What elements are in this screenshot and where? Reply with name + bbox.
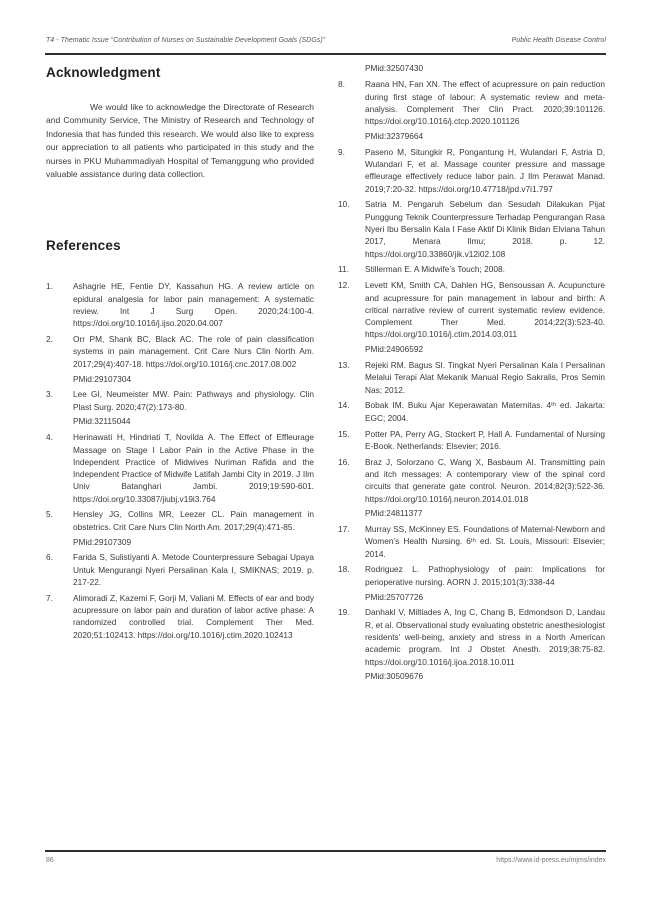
reference-number: 7. — [46, 592, 53, 603]
acknowledgment-paragraph: We would like to acknowledge the Directorate of Research and Community Service, The Ministry of Research and Technology of Indonesia that has funded this research. We would also like to express our appreciation to all patients who participated in this study and the nurses in PKU Muhammadiyah Hospital of Temanggung who provided valuable assistance during data collection. — [46, 102, 314, 180]
reference-number: 17. — [338, 524, 350, 535]
reference-list-left — [46, 280, 314, 641]
reference-text: Paseno M, Situngkir R, Pongantung H, Wulandari F, Astria D, Wulandari F, et al. Massage counter pressure and massage effleurage effectively reduce labor pain. J Ilm Perawat Manad. 2019;7:20-32. https://doi.org/10.47718/jpd.v7i1.797 — [365, 146, 605, 194]
reference-text: Lee GI, Neumeister MW. Pain: Pathways and physiology. Clin Plast Surg. 2020;47(2):173-80. — [73, 389, 314, 412]
reference-number: 13. — [338, 360, 350, 371]
reference-pmid: PMid:24906592 — [365, 344, 424, 355]
running-header-right: Public Health Disease Control — [511, 37, 606, 44]
reference-number: 9. — [338, 146, 345, 157]
reference-pmid: PMid:29107304 — [73, 373, 132, 384]
reference-pmid: PMid:29107309 — [73, 536, 132, 547]
reference-number: 10. — [338, 199, 350, 210]
acknowledgment-heading: Acknowledgment — [46, 65, 161, 80]
reference-item — [338, 263, 605, 275]
header-rule — [45, 53, 606, 55]
reference-item — [46, 551, 314, 588]
reference-pmid-continuation: PMid:32507430 — [365, 63, 424, 73]
reference-text: Orr PM, Shank BC, Black AC. The role of pain classification systems in pain management. Crit Care Nurs Clin North Am. 2017;29(4):407-18. https://doi.org/10.1016/j.cnc.2017.08.002 — [73, 334, 314, 369]
reference-text: Rodriguez L. Pathophysiology of pain: Implications for perioperative nursing. AORN J. 2015;101(3):338-44 — [365, 564, 605, 587]
reference-number: 3. — [46, 389, 53, 400]
reference-item — [338, 563, 605, 602]
reference-item — [46, 388, 314, 427]
reference-text: Potter PA, Perry AG, Stockert P, Hall A. Fundamental of Nursing E-Book. Netherlands: Elsevier; 2016. — [365, 428, 605, 451]
reference-list-right — [338, 78, 605, 682]
reference-item — [338, 606, 605, 682]
footer-rule — [45, 850, 606, 852]
reference-pmid: PMid:32379664 — [365, 130, 424, 141]
reference-item — [46, 280, 314, 329]
reference-text: Danhakl V, Miltiades A, Ing C, Chang B, Edmondson D, Landau R, et al. Observational study evaluating obstetric anesthesiologist residents’ well-being, anxiety and stress in a North American academic program. Int J Obstet Anesth. 2019;38:75-82. https://doi.org/10.1016/j.ijoa.2018.10.011 — [365, 607, 605, 667]
reference-item — [338, 279, 605, 355]
reference-text: Raana HN, Fan XN. The effect of acupressure on pain reduction during first stage of labour: A systematic review and meta-analysis. Complement Ther Clin Pract. 2020;39:101126. https://doi.org/10.1016/j.ctcp.2020.101126 — [365, 79, 605, 127]
reference-item — [338, 456, 605, 520]
reference-text: Braz J, Solorzano C, Wang X, Basbaum AI. Transmitting pain and itch messages: A contemporary view of the spinal cord circuits that generate gate control. Neuron. 2014;82(3):522-36. https://doi.org/10.1016/j.neuron.2014.01.018 — [365, 456, 605, 504]
reference-text: Rejeki RM. Bagus SI. Tingkat Nyeri Persalinan Kala I Persalinan Melalui Terapi Alat Mekanik Manual Regio Sakralis, Pros Semin Nas; 2012. — [365, 360, 605, 395]
reference-text: Satria M. Pengaruh Sebelum dan Sesudah Dilakukan Pijat Punggung Teknik Counterpressure Terhadap Pengurangan Rasa Nyeri Ibu Bersalin Kala I Fase Aktif Di Klinik Bidan Elviana Tahun 2017, Menara Ilmu; 2018. p. 12. https://doi.org/10.33860/jik.v12i02.108 — [365, 199, 605, 259]
running-header-left: T4 - Thematic Issue “Contribution of Nurses on Sustainable Development Goals (SDGs)” — [46, 37, 326, 44]
reference-pmid: PMid:25707726 — [365, 591, 424, 602]
reference-text: Bobak IM. Buku Ajar Keperawatan Maternitas. 4ᵗʰ ed. Jakarta: EGC; 2004. — [365, 400, 605, 423]
reference-text: Murray SS, McKinney ES. Foundations of Maternal-Newborn and Women’s Health Nursing. 6ᵗʰ ed. St. Louis, Missouri: Elsevier; 2014. — [365, 524, 605, 559]
reference-number: 15. — [338, 428, 350, 439]
reference-number: 5. — [46, 509, 53, 520]
reference-number: 6. — [46, 552, 53, 563]
reference-pmid: PMid:30509676 — [365, 671, 424, 682]
reference-number: 4. — [46, 432, 53, 443]
reference-item — [46, 508, 314, 547]
reference-number: 8. — [338, 79, 345, 90]
footer-url: https://www.id-press.eu/mjms/index — [496, 857, 606, 864]
reference-text: Stillerman E. A Midwife’s Touch; 2008. — [365, 264, 505, 275]
reference-item — [338, 399, 605, 424]
right-column — [338, 60, 605, 686]
left-column — [46, 60, 314, 644]
reference-number: 19. — [338, 607, 350, 618]
reference-number: 1. — [46, 281, 53, 292]
reference-number: 16. — [338, 456, 350, 467]
references-heading: References — [46, 238, 121, 254]
reference-text: Levett KM, Smith CA, Dahlen HG, Bensoussan A. Acupuncture and acupressure for pain management in labour and birth: A critical narrative review of current systematic review evidence. Complement Ther Med. 2014;22(3):523-40. https://doi.org/10.1016/j.ctim.2014.03.011 — [365, 280, 605, 340]
reference-item — [338, 428, 605, 453]
reference-number: 12. — [338, 280, 350, 291]
reference-pmid: PMid:32115044 — [73, 416, 131, 427]
reference-text: Alimoradi Z, Kazemi F, Gorji M, Valiani M. Effects of ear and body acupressure on labor pain and duration of labor active phase: A randomized controlled trial. Complement Ther Med. 2020;51:102413. https://doi.org/10.1016/j.ctim.2020.102413 — [73, 592, 314, 640]
reference-number: 2. — [46, 334, 53, 345]
reference-item — [338, 523, 605, 560]
page-footer — [46, 857, 606, 864]
reference-number: 18. — [338, 564, 350, 575]
reference-number: 14. — [338, 400, 350, 411]
reference-text: Farida S, Sulistiyanti A. Metode Counterpressure Sebagai Upaya Untuk Mengurangi Nyeri Persalinan Kala I, SMIKNAS; 2019. p. 217-22. — [73, 552, 314, 587]
running-header — [46, 37, 606, 44]
page-number: 86 — [46, 857, 54, 864]
reference-text: Ashagrie HE, Fentie DY, Kassahun HG. A review article on epidural analgesia for labor pain management: A systematic review. Int J Surg Open. 2020;24:100-4. https://doi.org/10.1016/j.ijso.2020.04.007 — [73, 281, 314, 329]
reference-text: Hensley JG, Collins MR, Leezer CL. Pain management in obstetrics. Crit Care Nurs Clin North Am. 2017;29(4):471-85. — [73, 509, 314, 532]
reference-text: Herinawati H, Hindriati T, Novilda A. The Effect of Effleurage Massage on Stage I Labor Pain in the Active Phase in the Independent Practice of Midwives Nuriman Rafida and the Independent Practice of Midwife Latifah Jambi City in 2019. J Ilm Univ Batanghari Jambi. 2019;19:590-601. https://doi.org/10.33087/jiubj.v19i3.764 — [73, 432, 314, 504]
reference-item — [338, 359, 605, 396]
reference-item — [338, 198, 605, 259]
reference-number: 11. — [338, 264, 349, 275]
reference-item — [46, 592, 314, 641]
reference-item — [338, 78, 605, 142]
reference-item — [46, 431, 314, 505]
reference-item — [46, 333, 314, 385]
reference-item — [338, 146, 605, 195]
reference-pmid: PMid:24811377 — [365, 508, 423, 519]
